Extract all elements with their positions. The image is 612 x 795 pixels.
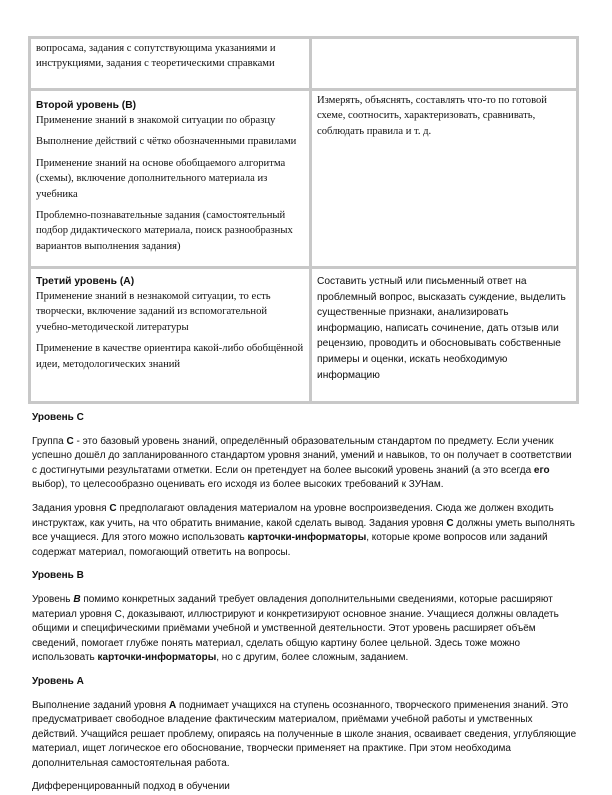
text-run: выбор), то целесообразно оценивать его исходя из более высоких требований к ЗУНам. bbox=[32, 479, 444, 491]
text-run: помимо конкретных заданий требует овладения дополнительными сведениями, которые расширяют материал уровня С, доказывают, иллюстрируют и конкретизируют основное знание. Учащиеся должны овладеть общими и специфическими приёмами учебной и умственной деятельности. Этот уровень расширяет объём сведений, помогает глубже понять материал, сделать общую картину более цельной. Здесь тоже можно использовать bbox=[32, 593, 559, 664]
section-heading: Уровень А bbox=[32, 675, 84, 687]
level-b-heading: Второй уровень (В) bbox=[36, 100, 137, 111]
levels-table bbox=[28, 36, 579, 404]
paragraph bbox=[32, 699, 578, 772]
paragraph bbox=[32, 593, 578, 666]
cell-text: Проблемно-познавательные задания (самостоятельный подбор дидактического материала, поиск разнообразных вариантов выполнения задания) bbox=[36, 210, 293, 252]
text-run-bold: В bbox=[73, 593, 81, 605]
text-run-bold: карточки-информаторы bbox=[247, 532, 367, 544]
paragraph bbox=[32, 502, 578, 560]
cell-text: Выполнение действий с чётко обозначенными правилами bbox=[36, 136, 297, 148]
text-run: предполагают овладения материалом на уровне воспроизведения. Сюда же должен входить инструктаж, как учить, на что обратить внимание, какой сделать вывод. Задания уровня bbox=[32, 502, 554, 529]
text-run-bold: его bbox=[533, 464, 550, 476]
paragraph bbox=[32, 435, 578, 493]
text-run-bold: С bbox=[446, 517, 454, 529]
cell-text: Применение знаний в незнакомой ситуации, то есть творчески, включение заданий из вспомогательной учебно-методической литературы bbox=[36, 291, 271, 333]
text-run: , но с другим, более сложным, заданием. bbox=[216, 652, 409, 664]
cell-text: Применение знаний на основе обобщаемого алгоритма (схемы), включение дополнительного материала из учебника bbox=[36, 157, 286, 200]
table-cell bbox=[30, 268, 311, 403]
section-heading: Уровень В bbox=[32, 570, 84, 582]
cell-text: инструкциями, задания с теоретическими справками bbox=[36, 58, 275, 70]
text-run: Задания уровня bbox=[32, 502, 110, 514]
text-run: Группа bbox=[32, 435, 67, 447]
text-run-bold: А bbox=[169, 699, 177, 711]
table-cell bbox=[311, 268, 578, 403]
table-cell bbox=[311, 38, 578, 90]
cell-text: Измерять, объяснять, составлять что-то по готовой схеме, соотносить, характеризовать, сравнивать, соблюдать правила и т. д. bbox=[317, 95, 547, 137]
footer-text: Дифференцированный подход в обучении bbox=[32, 781, 230, 793]
level-a-heading: Третий уровень (А) bbox=[36, 276, 135, 287]
cell-text: вопросама, задания с сопутствующима указаниями и bbox=[36, 43, 276, 54]
text-run: - это базовый уровень знаний, определённый образовательным стандартом по предмету. Если ученик успешно дошёл до запланированного стандартом уровня знаний, умений и навыков, то он получает в соответствии с достигнутыми результатами отметки. Если он претендует на более высокий уровень знаний (а это всегда bbox=[32, 435, 572, 476]
table-cell bbox=[30, 90, 311, 268]
text-run: Уровень bbox=[32, 593, 74, 605]
text-run-bold: карточки-информаторы bbox=[97, 652, 217, 664]
section-c bbox=[32, 411, 578, 795]
text-run: должны уметь выполнять все учащиеся. Для этого можно использовать bbox=[32, 517, 575, 544]
cell-text: Составить устный или письменный ответ на проблемный вопрос, высказать суждение, выделить существенные признаки, анализировать информацию, написать сочинение, дать отзыв или рецензию, проводить и обосновывать собственные примеры и оценки, искать необходимую информацию bbox=[317, 276, 566, 381]
section-heading: Уровень С bbox=[32, 412, 84, 423]
table-cell bbox=[311, 90, 578, 268]
text-run-bold: С bbox=[109, 502, 117, 514]
text-run: Выполнение заданий уровня bbox=[32, 699, 170, 711]
table-row bbox=[30, 38, 578, 90]
table-row bbox=[30, 90, 578, 268]
text-run-bold: С bbox=[66, 435, 74, 447]
text-run: поднимает учащихся на ступень осознанного, творческого применения знаний. Это предусматривает свободное владение фактическим материалом, приёмами учебной работы и умственных действий. Учащийся решает проблему, опираясь на полученные в школе знания, осваивает сведения, углубляющие материал, ищет логическое его обоснование, творчески применяет на практике. При этом необходима дополнительная самостоятельная работа. bbox=[32, 699, 577, 769]
text-run: , которые кроме вопросов или заданий содержат материал, помогающий ответить на вопросы. bbox=[32, 532, 548, 558]
cell-text: Применение в качестве ориентира какой-либо обобщённой идеи, методологических знаний bbox=[36, 343, 304, 370]
table-cell bbox=[30, 38, 311, 90]
table-row bbox=[30, 268, 578, 403]
cell-text: Применение знаний в знакомой ситуации по образцу bbox=[36, 115, 276, 126]
